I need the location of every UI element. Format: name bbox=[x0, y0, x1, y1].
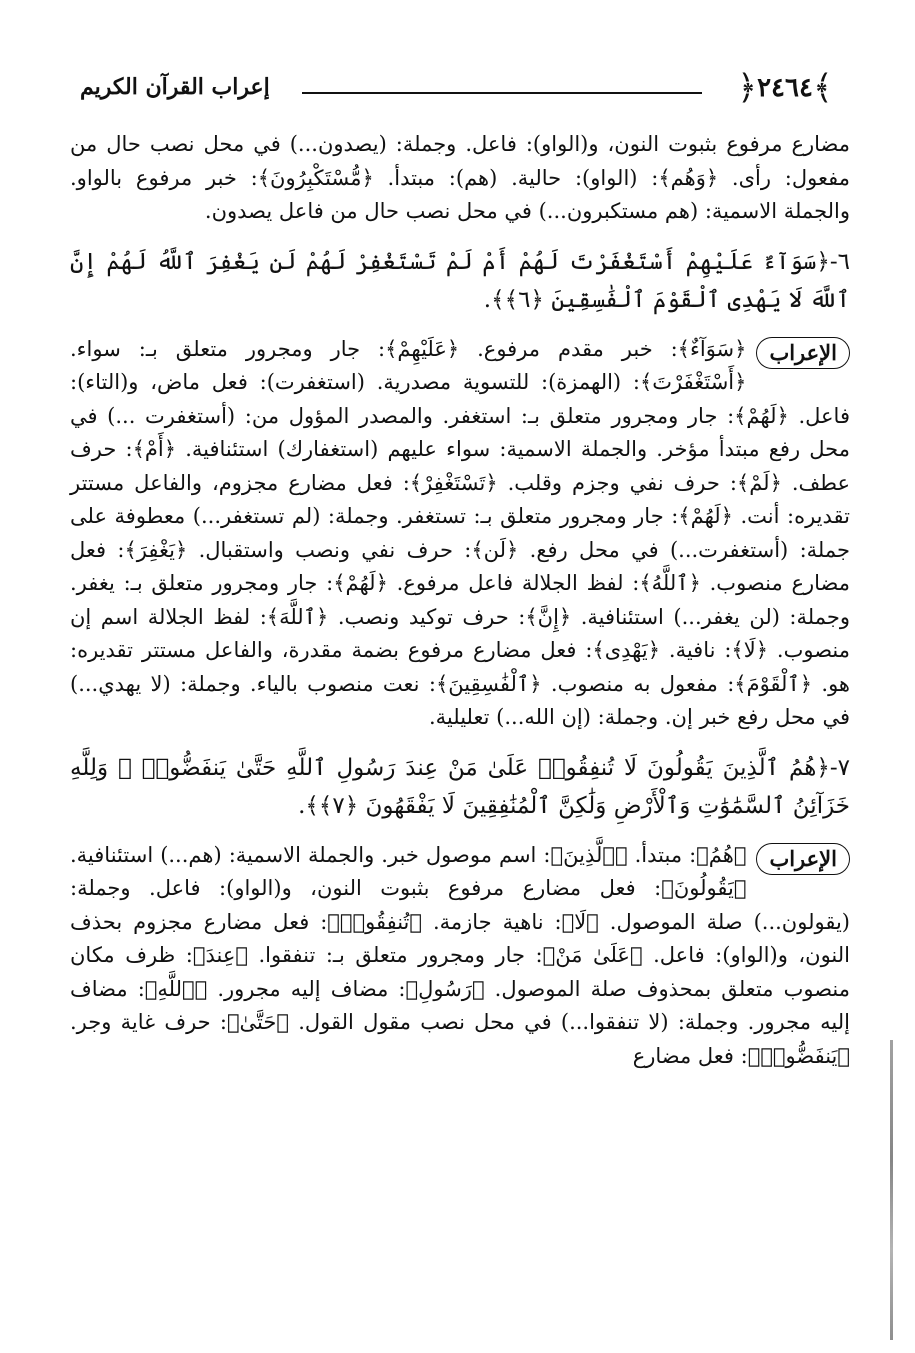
irab-text: ﴿سَوَآءٌ﴾: خبر مقدم مرفوع. ﴿عَلَيْهِمْ﴾: جار ومجرور متعلق بـ: سواء. ﴿أَسْتَغْفَرْتَ﴾: (الهمزة): للتسوية مصدرية. (استغفرت): فعل ماض، و(التاء): فاعل. ﴿لَهُمْ﴾: جار ومجرور متعلق بـ: استغفر. والمصدر المؤول من: (أستغفرت ...) في محل رفع مبتدأ مؤخر. والجملة الاسمية: سواء عليهم (استغفارك) استئنافية. ﴿أَمْ﴾: حرف عطف. ﴿لَمْ﴾: حرف نفي وجزم وقلب. ﴿تَسْتَغْفِرْ﴾: فعل مضارع مجزوم، والفاعل مستتر تقديره: أنت. ﴿لَهُمْ﴾: جار ومجرور متعلق بـ: تستغفر. وجملة: (لم تستغفر...) معطوفة على جملة: (أستغفرت...) في محل رفع. ﴿لَن﴾: حرف نفي ونصب واستقبال. ﴿يَغْفِرَ﴾: فعل مضارع منصوب. ﴿ٱللَّهُ﴾: لفظ الجلالة فاعل مرفوع. ﴿لَهُمْ﴾: جار ومجرور متعلق بـ: يغفر. وجملة: (لن يغفر...) استئنافية. ﴿إِنَّ﴾: حرف توكيد ونصب. ﴿ٱللَّهَ﴾: لفظ الجلالة اسم إن منصوب. ﴿لَا﴾: نافية. ﴿يَهْدِى﴾: فعل مضارع مرفوع بضمة مقدرة، والفاعل مستتر تقديره: هو. ﴿ٱلْقَوْمَ﴾: مفعول به منصوب. ﴿ٱلْفَٰسِقِينَ﴾: نعت منصوب بالياء. وجملة: (لا يهدي...) في محل رفع خبر إن. وجملة: (إن الله...) تعليلية. bbox=[70, 336, 850, 729]
page-edge-shadow bbox=[890, 1040, 893, 1340]
header-rule bbox=[302, 92, 702, 94]
quran-verse-7: ٧-﴿هُمُ ٱلَّذِينَ يَقُولُونَ لَا تُنفِقُوا۟ عَلَىٰ مَنْ عِندَ رَسُولِ ٱللَّهِ حَتَّىٰ يَنفَضُّوا۟ ۗ وَلِلَّهِ خَزَآئِنُ ٱلسَّمَٰوَٰتِ وَٱلْأَرْضِ وَلَٰكِنَّ ٱلْمُنَٰفِقِينَ لَا يَفْقَهُونَ ﴿٧﴾﴾. bbox=[70, 754, 850, 819]
page-header bbox=[70, 68, 850, 108]
irab-block bbox=[70, 839, 850, 1074]
ornament-bracket-right: ﴾ bbox=[812, 68, 833, 108]
quran-verse-6: ٦-﴿سَوَآءٌ عَلَيْهِمْ أَسْتَغْفَرْتَ لَهُمْ أَمْ لَمْ تَسْتَغْفِرْ لَهُمْ لَن يَغْفِرَ ٱللَّهُ لَهُمْ إِنَّ ٱللَّهَ لَا يَهْدِى ٱلْقَوْمَ ٱلْفَٰسِقِينَ ﴿٦﴾﴾. bbox=[70, 248, 850, 313]
irab-text: ﴿هُمُ﴾: مبتدأ. ﴿ٱلَّذِينَ﴾: اسم موصول خبر. والجملة الاسمية: (هم...) استئنافية. ﴿يَقُولُونَ﴾: فعل مضارع مرفوع بثبوت النون، و(الواو): فاعل. وجملة: (يقولون...) صلة الموصول. ﴿لَا﴾: ناهية جازمة. ﴿تُنفِقُوا۟﴾: فعل مضارع مجزوم بحذف النون، و(الواو): فاعل. ﴿عَلَىٰ مَنْ﴾: جار ومجرور متعلق بـ: تنفقوا. ﴿عِندَ﴾: ظرف مكان منصوب متعلق بمحذوف صلة الموصول. ﴿رَسُولِ﴾: مضاف إليه مجرور. ﴿ٱللَّهِ﴾: مضاف إليه مجرور. وجملة: (لا تنفقوا...) في محل نصب مقول القول. ﴿حَتَّىٰ﴾: حرف غاية وجر. ﴿يَنفَضُّوا۟﴾: فعل مضارع bbox=[70, 842, 850, 1068]
page-body bbox=[70, 128, 850, 1073]
ornament-bracket-left: ﴿ bbox=[737, 68, 758, 108]
page-number-ornament bbox=[720, 68, 850, 108]
book-title: إعراب القرآن الكريم bbox=[80, 74, 270, 100]
irab-label: الإعراب bbox=[756, 337, 850, 369]
irab-block bbox=[70, 333, 850, 735]
paragraph: مضارع مرفوع بثبوت النون، و(الواو): فاعل. وجملة: (يصدون...) في محل نصب حال من مفعول: رأى. ﴿وَهُم﴾: (الواو): حالية. (هم): مبتدأ. ﴿مُّسْتَكْبِرُونَ﴾: خبر مرفوع بالواو. والجملة الاسمية: (هم مستكبرون...) في محل نصب حال من فاعل يصدون. bbox=[70, 132, 850, 223]
irab-label: الإعراب bbox=[756, 843, 850, 875]
page-number: ٢٤٦٤ bbox=[757, 73, 813, 103]
